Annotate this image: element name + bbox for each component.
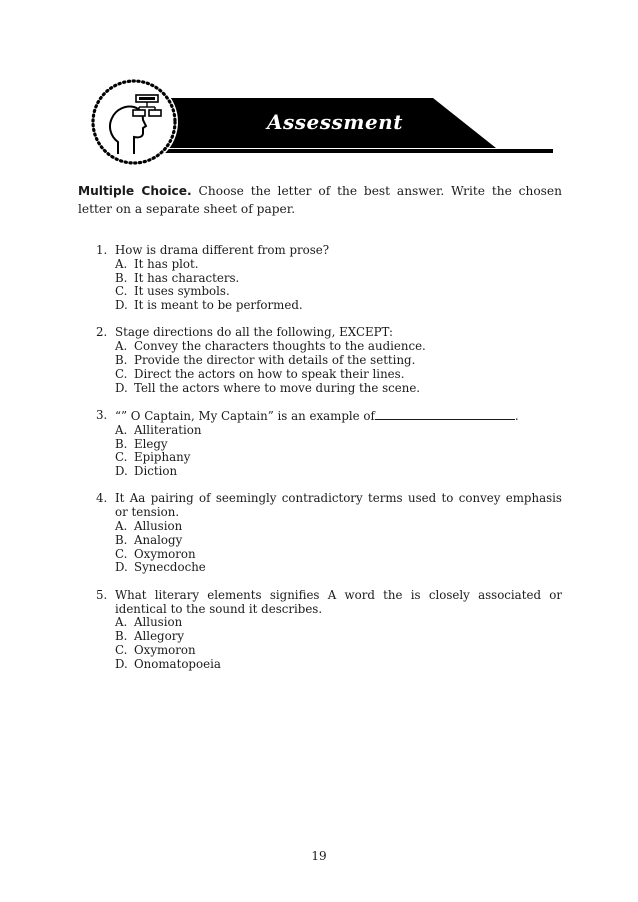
option-text: Alliteration — [134, 422, 202, 437]
option-c — [115, 644, 562, 658]
option-letter: C. — [115, 366, 128, 381]
option-text: Synecdoche — [134, 560, 206, 575]
question-number: 5. — [96, 587, 108, 602]
option-b — [115, 354, 562, 368]
option-text: Diction — [134, 464, 178, 479]
question-3 — [96, 409, 562, 479]
option-letter: A. — [115, 422, 128, 437]
option-a — [115, 340, 562, 354]
option-d — [115, 382, 562, 396]
page-title: Assessment — [267, 110, 403, 134]
option-a — [115, 616, 562, 630]
page-number: 19 — [311, 849, 327, 863]
option-b — [115, 438, 562, 452]
option-letter: A. — [115, 339, 128, 354]
option-text: Analogy — [134, 532, 183, 547]
option-letter: A. — [115, 519, 128, 534]
option-letter: B. — [115, 436, 128, 451]
option-letter: D. — [115, 298, 128, 313]
option-c — [115, 285, 562, 299]
option-text: It is meant to be performed. — [134, 298, 303, 313]
question-number: 3. — [96, 407, 108, 422]
option-text: Oxymoron — [134, 546, 196, 561]
option-text: Allegory — [134, 629, 185, 644]
option-letter: C. — [115, 546, 128, 561]
option-letter: D. — [115, 656, 128, 671]
option-text: It has characters. — [134, 270, 240, 285]
question-number: 4. — [96, 491, 108, 506]
option-letter: C. — [115, 642, 128, 657]
option-letter: D. — [115, 380, 128, 395]
option-b — [115, 630, 562, 644]
option-text: Onomatopoeia — [134, 656, 221, 671]
option-letter: B. — [115, 270, 128, 285]
option-a — [115, 424, 562, 438]
option-a — [115, 520, 562, 534]
option-d — [115, 658, 562, 672]
option-letter: B. — [115, 353, 128, 368]
instructions — [78, 182, 562, 218]
option-d — [115, 465, 562, 479]
question-4 — [96, 492, 562, 575]
question-1 — [96, 244, 562, 313]
option-text: Allusion — [134, 519, 183, 534]
assessment-header — [88, 76, 568, 168]
option-letter: A. — [115, 615, 128, 630]
option-letter: D. — [115, 464, 128, 479]
option-c — [115, 548, 562, 562]
option-text: It uses symbols. — [134, 284, 230, 299]
option-text: Direct the actors on how to speak their lines. — [134, 366, 405, 381]
question-text: Stage directions do all the following, EXCEPT: — [115, 325, 393, 340]
option-text: Epiphany — [134, 450, 191, 465]
option-a — [115, 258, 562, 272]
question-2 — [96, 326, 562, 395]
option-text: It has plot. — [134, 256, 199, 271]
question-text — [115, 409, 562, 424]
option-b — [115, 272, 562, 286]
question-number: 1. — [96, 243, 108, 257]
question-text: It Aa pairing of seemingly contradictory terms used to convey emphasis or tension. — [115, 491, 562, 520]
question-5 — [96, 589, 562, 672]
instructions-label: Multiple Choice. — [78, 184, 192, 198]
question-number: 2. — [96, 325, 108, 340]
instructions-text: Choose the letter of the best answer. Write the chosen letter on a separate sheet of paper. — [78, 184, 562, 216]
option-letter: C. — [115, 450, 128, 465]
option-d — [115, 299, 562, 313]
option-c — [115, 368, 562, 382]
option-text: Oxymoron — [134, 642, 196, 657]
option-text: Convey the characters thoughts to the audience. — [134, 339, 426, 354]
option-letter: C. — [115, 284, 128, 299]
question-list — [96, 244, 562, 685]
option-d — [115, 561, 562, 575]
question-text: How is drama different from prose? — [115, 243, 330, 257]
option-letter: B. — [115, 532, 128, 547]
thinking-head-flowchart-icon — [88, 76, 180, 168]
option-b — [115, 534, 562, 548]
option-text: Elegy — [134, 436, 168, 451]
option-text: Allusion — [134, 615, 183, 630]
option-text: Tell the actors where to move during the scene. — [134, 380, 421, 395]
option-letter: A. — [115, 256, 128, 271]
option-letter: D. — [115, 560, 128, 575]
question-text-end: . — [514, 408, 519, 423]
option-letter: B. — [115, 629, 128, 644]
question-text-main: “” O Captain, My Captain” is an example of — [115, 408, 375, 423]
answer-blank — [375, 409, 515, 420]
question-text: What literary elements signifies A word the is closely associated or identical to the sound it describes. — [115, 587, 562, 616]
option-c — [115, 451, 562, 465]
option-text: Provide the director with details of the setting. — [134, 353, 416, 368]
